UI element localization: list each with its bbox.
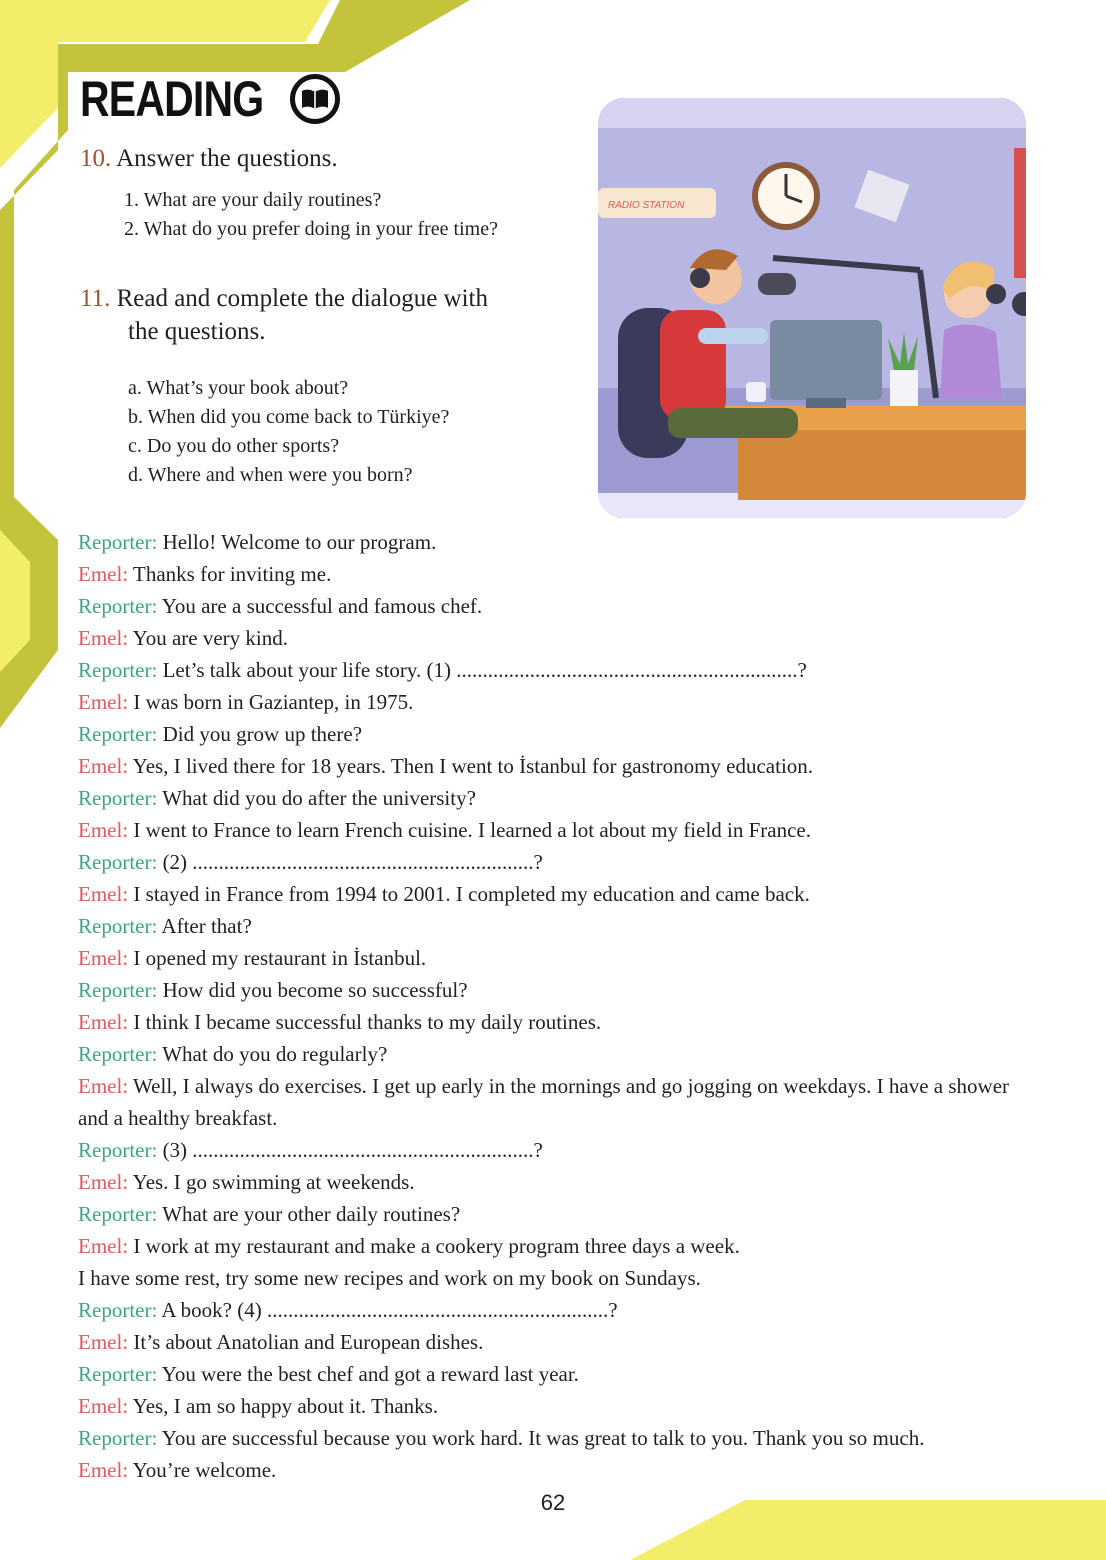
dialogue-line <box>78 1294 1038 1326</box>
dialogue-line <box>78 1006 1038 1038</box>
question-11-options <box>128 374 449 490</box>
dialogue-line <box>78 846 1038 878</box>
dialogue-line <box>78 878 1038 910</box>
dialogue-line <box>78 1198 1038 1230</box>
dialogue-text: You are successful because you work hard. It was great to talk to you. Thank you so much. <box>161 1426 925 1450</box>
radio-sign-text: RADIO STATION <box>608 200 685 211</box>
dialogue-line <box>78 1262 1038 1294</box>
dialogue-text: You are a successful and famous chef. <box>161 594 483 618</box>
dialogue-line <box>78 1326 1038 1358</box>
dialogue-line <box>78 686 1038 718</box>
question-10-number: 10. <box>80 145 112 172</box>
speaker-label: Reporter: <box>78 1362 158 1386</box>
list-item: d. Where and when were you born? <box>128 464 413 486</box>
dialogue-text: You’re welcome. <box>132 1458 277 1482</box>
dialogue-text: Yes, I am so happy about it. Thanks. <box>132 1394 439 1418</box>
speaker-label: Reporter: <box>78 1298 158 1322</box>
dialogue-line <box>78 1134 1038 1166</box>
question-11 <box>80 282 488 348</box>
speaker-label: Reporter: <box>78 1042 158 1066</box>
dialogue-text: After that? <box>161 914 252 938</box>
list-item: a. What’s your book about? <box>128 377 349 399</box>
speaker-label: Reporter: <box>78 722 158 746</box>
speaker-label: Reporter: <box>78 914 158 938</box>
question-10 <box>80 142 338 175</box>
dialogue-line <box>78 1390 1038 1422</box>
speaker-label: Emel: <box>78 1458 129 1482</box>
speaker-label: Emel: <box>78 626 129 650</box>
dialogue-line <box>78 1230 1038 1262</box>
dialogue-line <box>78 558 1038 590</box>
dialogue-text: What do you do regularly? <box>162 1042 388 1066</box>
dialogue-line <box>78 1454 1038 1486</box>
speaker-label: Reporter: <box>78 978 158 1002</box>
dialogue-text: I opened my restaurant in İstanbul. <box>133 946 427 970</box>
speaker-label: Emel: <box>78 882 129 906</box>
speaker-label: Reporter: <box>78 850 158 874</box>
dialogue-text: Did you grow up there? <box>162 722 363 746</box>
list-item: 2. What do you prefer doing in your free time? <box>124 218 498 240</box>
dialogue-line <box>78 1070 1038 1134</box>
dialogue-text: (3) .................................................................? <box>162 1138 543 1162</box>
speaker-label: Emel: <box>78 1234 129 1258</box>
question-11-line2: the questions. <box>128 318 266 345</box>
speaker-label: Reporter: <box>78 658 158 682</box>
page-number: 62 <box>540 1490 566 1515</box>
list-item: 1. What are your daily routines? <box>124 189 382 211</box>
dialogue-line <box>78 1358 1038 1390</box>
question-11-number: 11. <box>80 285 111 312</box>
section-heading <box>80 70 340 128</box>
dialogue-line <box>78 814 1038 846</box>
dialogue-text: What did you do after the university? <box>162 786 476 810</box>
question-11-line1: Read and complete the dialogue with <box>116 285 488 312</box>
dialogue <box>78 526 1038 1486</box>
dialogue-line <box>78 750 1038 782</box>
speaker-label: Emel: <box>78 1010 129 1034</box>
speaker-label: Emel: <box>78 562 129 586</box>
list-item: b. When did you come back to Türkiye? <box>128 406 450 428</box>
dialogue-text: Thanks for inviting me. <box>133 562 332 586</box>
dialogue-line <box>78 654 1038 686</box>
dialogue-line <box>78 622 1038 654</box>
dialogue-text: Hello! Welcome to our program. <box>162 530 437 554</box>
speaker-label: Emel: <box>78 946 129 970</box>
dialogue-text: Well, I always do exercises. I get up early in the mornings and go jogging on weekdays. I have a shower and a healthy breakfast. <box>78 1074 1010 1130</box>
book-icon <box>290 74 340 124</box>
dialogue-line <box>78 910 1038 942</box>
speaker-label: Emel: <box>78 1074 129 1098</box>
reading-title: READING <box>80 71 264 127</box>
dialogue-text: You are very kind. <box>132 626 288 650</box>
dialogue-text: I went to France to learn French cuisine. I learned a lot about my field in France. <box>133 818 812 842</box>
dialogue-text: (2) .................................................................? <box>162 850 543 874</box>
dialogue-line <box>78 718 1038 750</box>
dialogue-text: It’s about Anatolian and European dishes. <box>133 1330 484 1354</box>
question-10-text: Answer the questions. <box>116 145 338 172</box>
dialogue-line <box>78 1166 1038 1198</box>
dialogue-line <box>78 974 1038 1006</box>
dialogue-text: Yes, I lived there for 18 years. Then I went to İstanbul for gastronomy education. <box>132 754 814 778</box>
speaker-label: Emel: <box>78 1330 129 1354</box>
dialogue-text: You were the best chef and got a reward last year. <box>161 1362 579 1386</box>
speaker-label: Emel: <box>78 690 129 714</box>
speaker-label: Reporter: <box>78 786 158 810</box>
dialogue-text: I stayed in France from 1994 to 2001. I completed my education and came back. <box>133 882 810 906</box>
dialogue-text: I think I became successful thanks to my daily routines. <box>133 1010 602 1034</box>
speaker-label: Reporter: <box>78 1202 158 1226</box>
dialogue-line <box>78 782 1038 814</box>
dialogue-text: Let’s talk about your life story. (1) .................................................................? <box>162 658 807 682</box>
speaker-label: Emel: <box>78 1394 129 1418</box>
dialogue-text: Yes. I go swimming at weekends. <box>132 1170 415 1194</box>
dialogue-line <box>78 1422 1038 1454</box>
dialogue-line <box>78 942 1038 974</box>
speaker-label: Emel: <box>78 818 129 842</box>
dialogue-text: I have some rest, try some new recipes and work on my book on Sundays. <box>78 1266 701 1290</box>
dialogue-line <box>78 526 1038 558</box>
speaker-label: Emel: <box>78 1170 129 1194</box>
speaker-label: Reporter: <box>78 530 158 554</box>
speaker-label: Reporter: <box>78 594 158 618</box>
dialogue-text: What are your other daily routines? <box>162 1202 461 1226</box>
question-10-items <box>124 186 498 244</box>
dialogue-line <box>78 1038 1038 1070</box>
dialogue-text: I work at my restaurant and make a cookery program three days a week. <box>133 1234 740 1258</box>
dialogue-text: How did you become so successful? <box>162 978 468 1002</box>
dialogue-text: I was born in Gaziantep, in 1975. <box>133 690 414 714</box>
speaker-label: Reporter: <box>78 1138 158 1162</box>
list-item: c. Do you do other sports? <box>128 435 340 457</box>
dialogue-line <box>78 590 1038 622</box>
dialogue-text: A book? (4) .................................................................? <box>161 1298 618 1322</box>
speaker-label: Emel: <box>78 754 129 778</box>
radio-station-illustration <box>598 98 1026 518</box>
speaker-label: Reporter: <box>78 1426 158 1450</box>
